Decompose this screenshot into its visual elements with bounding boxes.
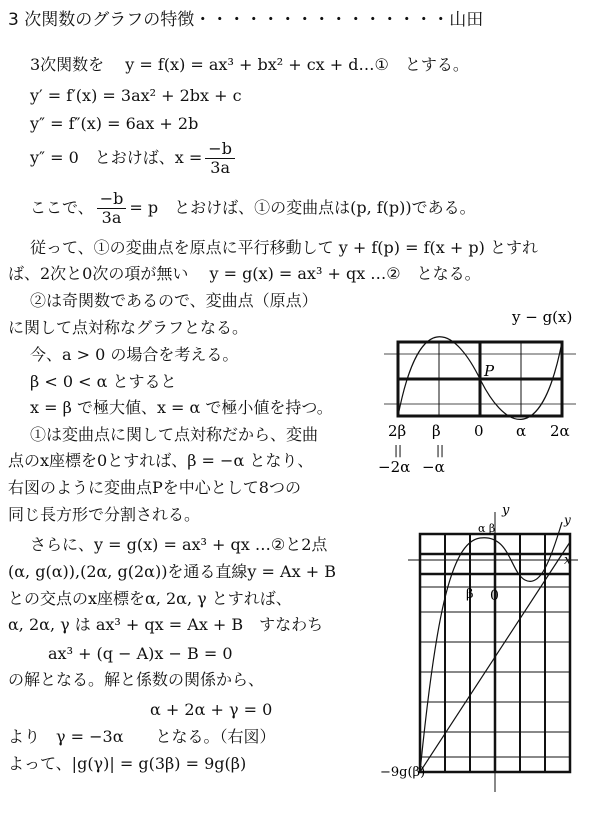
curve-label: y − g(x) [512,308,573,326]
line-straight-line: (α, g(α)),(2α, g(2α))を通る直線y = Ax + B [8,562,336,581]
tick-zero: 0 [474,422,484,440]
line-beta-alpha: β < 0 < α とすると [30,372,177,391]
line-extrema: x = β で極大値、x = α で極小値を持つ。 [30,398,333,417]
line-solutions: の解となる。解と係数の関係から、 [8,670,265,689]
line-symmetric: に関して点対称なグラフとなる。 [8,318,249,337]
line-gamma: より γ = −3α となる。（右図） [8,727,276,746]
tick-2alpha: 2α [550,422,570,440]
fraction-denominator: 3a [210,157,230,177]
line-odd-function: ば、2次と0次の項が無い y = g(x) = ax³ + qx …② となる。 [8,264,481,283]
line-eight-rects: 右図のように変曲点Pを中心として8つの [8,478,301,497]
line-inflection-x [30,138,238,178]
page-title: 3 次関数のグラフの特徴・・・・・・・・・・・・・・・山田 [8,10,484,30]
line-beta-minus-alpha: 点のx座標を0とすれば、β = −α となり、 [8,451,314,470]
tick-2beta: 2β [388,422,407,440]
fig2-y-label-2: y [564,513,571,527]
line-divided: 同じ長方形で分割される。 [8,505,201,524]
neg-label-alpha: −α [422,458,445,476]
figure-line-intersection [380,502,594,792]
fraction-minus-b-over-3a [205,140,235,177]
fraction-denominator-2: 3a [101,207,122,227]
eq-mark-2: || [436,443,445,457]
tick-beta: β [432,422,441,440]
line-equation: α, 2α, γ は ax³ + qx = Ax + B すなわち [8,615,324,634]
define-p-suffix: = p とおけば、①の変曲点は(p, f(p))である。 [129,198,476,217]
line-translation: 従って、①の変曲点を原点に平行移動して y + f(p) = f(x + p) とすれ [30,238,538,257]
fig2-y-label: y [502,503,510,518]
eq-mark-1: || [394,443,403,457]
line-symmetry-note: ①は変曲点に関して点対称だから、変曲 [30,425,319,444]
neg-label-2alpha: −2α [378,458,411,476]
fig2-x-label: x [564,553,572,568]
line-two-points: さらに、y = g(x) = ax³ + qx …②と2点 [30,535,328,554]
fig2-top-label: α β [478,522,496,535]
define-p-prefix: ここで、 [30,198,94,217]
line-define-p [30,186,476,230]
fig2-beta-label: β [466,587,474,602]
figure-inflection-grid [376,304,594,484]
line-definition: 3次関数を y = f(x) = ax³ + bx² + cx + d…① とする。 [30,55,469,74]
point-p-label: P [484,362,495,380]
line-conclusion: よって、|g(γ)| = g(3β) = 9g(β) [8,754,247,773]
fraction-numerator-2: −b [97,190,127,209]
inflection-x-text: y″ = 0 とおけば、x = [30,148,203,167]
line-second-derivative: y″ = f″(x) = 6ax + 2b [30,114,199,133]
line-odd-note: ②は奇関数であるので、変曲点（原点） [30,291,318,310]
line-cubic: ax³ + (q − A)x − B = 0 [48,644,233,663]
line-a-positive: 今、a > 0 の場合を考える。 [30,345,239,364]
line-first-derivative: y′ = f′(x) = 3ax² + 2bx + c [30,86,242,105]
fraction-minus-b-over-3a-2 [97,190,127,227]
fraction-numerator: −b [205,140,235,159]
line-vieta: α + 2α + γ = 0 [150,700,273,719]
fig2-zero-label: 0 [490,588,499,604]
tick-alpha: α [516,422,527,440]
fig2-bottom-label: −9g(β) [380,765,426,780]
line-intersections: との交点のx座標をα, 2α, γ とすれば、 [8,589,292,608]
